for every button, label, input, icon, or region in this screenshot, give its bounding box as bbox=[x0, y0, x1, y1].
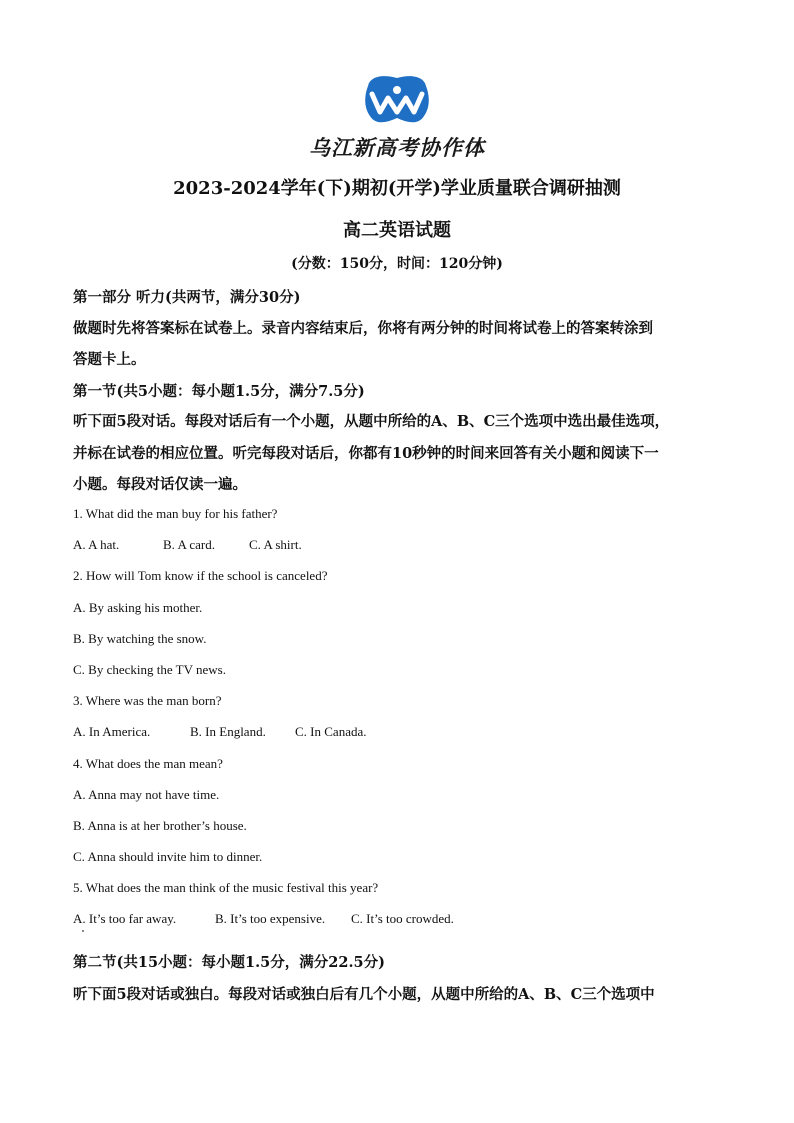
section1-instruction-line: 小题。每段对话仅读一遍。 bbox=[73, 476, 247, 493]
section2-heading: 第二节(共15小题：每小题1.5分，满分22.5分) bbox=[73, 954, 385, 971]
section1-heading: 第一节(共5小题：每小题1.5分，满分7.5分) bbox=[73, 383, 365, 400]
option: A. It’s too far away. bbox=[73, 911, 177, 926]
question-options bbox=[73, 724, 366, 740]
logo-mark-icon bbox=[360, 72, 434, 130]
exam-subtitle: 高二英语试题 bbox=[343, 220, 451, 241]
option: B. In England. bbox=[190, 724, 266, 739]
part1-heading: 第一部分 听力(共两节，满分30分) bbox=[73, 289, 301, 306]
option: B. By watching the snow. bbox=[73, 631, 207, 646]
option: B. It’s too expensive. bbox=[215, 911, 326, 926]
option: A. A hat. bbox=[73, 537, 120, 552]
option: A. Anna may not have time. bbox=[73, 787, 220, 802]
question-stem: 2. How will Tom know if the school is canceled? bbox=[73, 568, 328, 583]
question-stem: 3. Where was the man born? bbox=[73, 693, 222, 708]
option: C. In Canada. bbox=[295, 724, 367, 739]
question-stem: 4. What does the man mean? bbox=[73, 756, 223, 771]
option: A. In America. bbox=[73, 724, 151, 739]
logo-text: 乌江新高考协作体 bbox=[309, 136, 485, 160]
option: B. A card. bbox=[163, 537, 215, 552]
option: A. By asking his mother. bbox=[73, 600, 203, 615]
question-options bbox=[73, 911, 454, 927]
part1-instruction-line: 做题时先将答案标在试卷上。录音内容结束后，你将有两分钟的时间将试卷上的答案转涂到 bbox=[73, 320, 653, 337]
option: C. A shirt. bbox=[249, 537, 302, 552]
section1-instruction-line: 并标在试卷的相应位置。听完每段对话后，你都有10秒钟的时间来回答有关小题和阅读下一 bbox=[73, 445, 659, 462]
section2-instruction-line: 听下面5段对话或独白。每段对话或独白后有几个小题，从题中所给的A、B、C三个选项中 bbox=[73, 986, 655, 1003]
option: C. By checking the TV news. bbox=[73, 662, 226, 677]
exam-meta: (分数：150分，时间：120分钟) bbox=[291, 256, 503, 272]
question-stem: 1. What did the man buy for his father? bbox=[73, 506, 278, 521]
part1-instruction-line: 答题卡上。 bbox=[73, 351, 146, 368]
option: B. Anna is at her brother’s house. bbox=[73, 818, 247, 833]
section1-instruction-line: 听下面5段对话。每段对话后有一个小题，从题中所给的A、B、C三个选项中选出最佳选项， bbox=[73, 413, 670, 430]
option: C. Anna should invite him to dinner. bbox=[73, 849, 263, 864]
question-stem: 5. What does the man think of the music festival this year? bbox=[73, 880, 379, 895]
question-options bbox=[73, 537, 302, 553]
option: C. It’s too crowded. bbox=[351, 911, 454, 926]
exam-title: 2023-2024学年(下)期初(开学)学业质量联合调研抽测 bbox=[173, 178, 621, 199]
logo bbox=[290, 66, 504, 160]
stray-dot bbox=[82, 930, 84, 932]
